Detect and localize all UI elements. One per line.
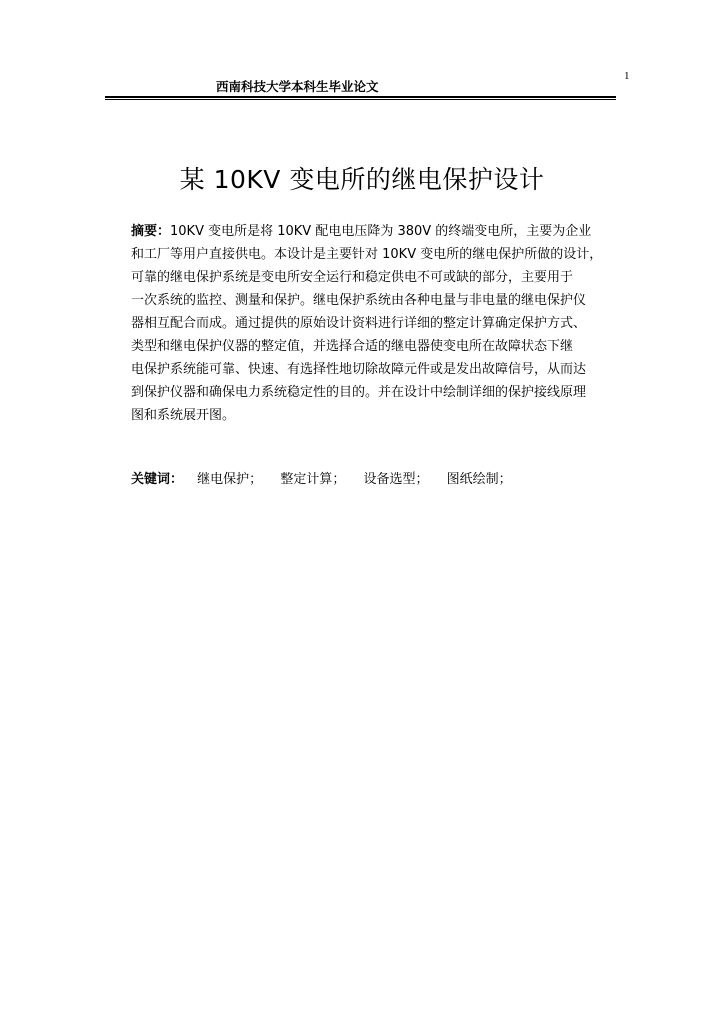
keywords <box>131 468 526 491</box>
keyword-item: 继电保护； <box>197 472 263 487</box>
abstract-line: 类型和继电保护仪器的整定值，并选择合适的继电器使变电所在故障状态下继 <box>131 339 574 354</box>
abstract-line: 到保护仪器和确保电力系统稳定性的目的。并在设计中绘制详细的保护接线原理 <box>131 385 587 400</box>
abstract-line: 一次系统的监控、测量和保护。继电保护系统由各种电量与非电量的继电保护仪 <box>131 293 587 308</box>
abstract-line: 图和系统展开图。 <box>131 408 236 423</box>
abstract-line: 器相互配合而成。通过提供的原始设计资料进行详细的整定计算确定保护方式、 <box>131 316 587 331</box>
running-header: 西南科技大学本科生毕业论文 <box>216 79 379 94</box>
abstract <box>131 220 646 427</box>
abstract-line: 可靠的继电保护系统是变电所安全运行和稳定供电不可或缺的部分，主要用于 <box>131 270 574 285</box>
keyword-item: 整定计算； <box>280 472 346 487</box>
abstract-line <box>131 220 646 243</box>
keyword-item: 图纸绘制； <box>446 472 512 487</box>
keywords-label: 关键词： <box>131 472 184 487</box>
page-number: 1 <box>624 70 630 82</box>
abstract-line: 电保护系统能可靠、快速、有选择性地切除故障元件或是发出故障信号，从而达 <box>131 362 587 377</box>
abstract-text: 10KV 变电所是将 10KV 配电电压降为 380V 的终端变电所，主要为企业 <box>170 224 592 239</box>
paper-title: 某 10KV 变电所的继电保护设计 <box>179 165 545 194</box>
header-rule-thin <box>105 99 616 100</box>
abstract-label: 摘要： <box>131 224 171 239</box>
abstract-line: 和工厂等用户直接供电。本设计是主要针对 10KV 变电所的继电保护所做的设计， <box>131 247 603 262</box>
header-rule <box>105 96 616 98</box>
keyword-item: 设备选型； <box>363 472 429 487</box>
